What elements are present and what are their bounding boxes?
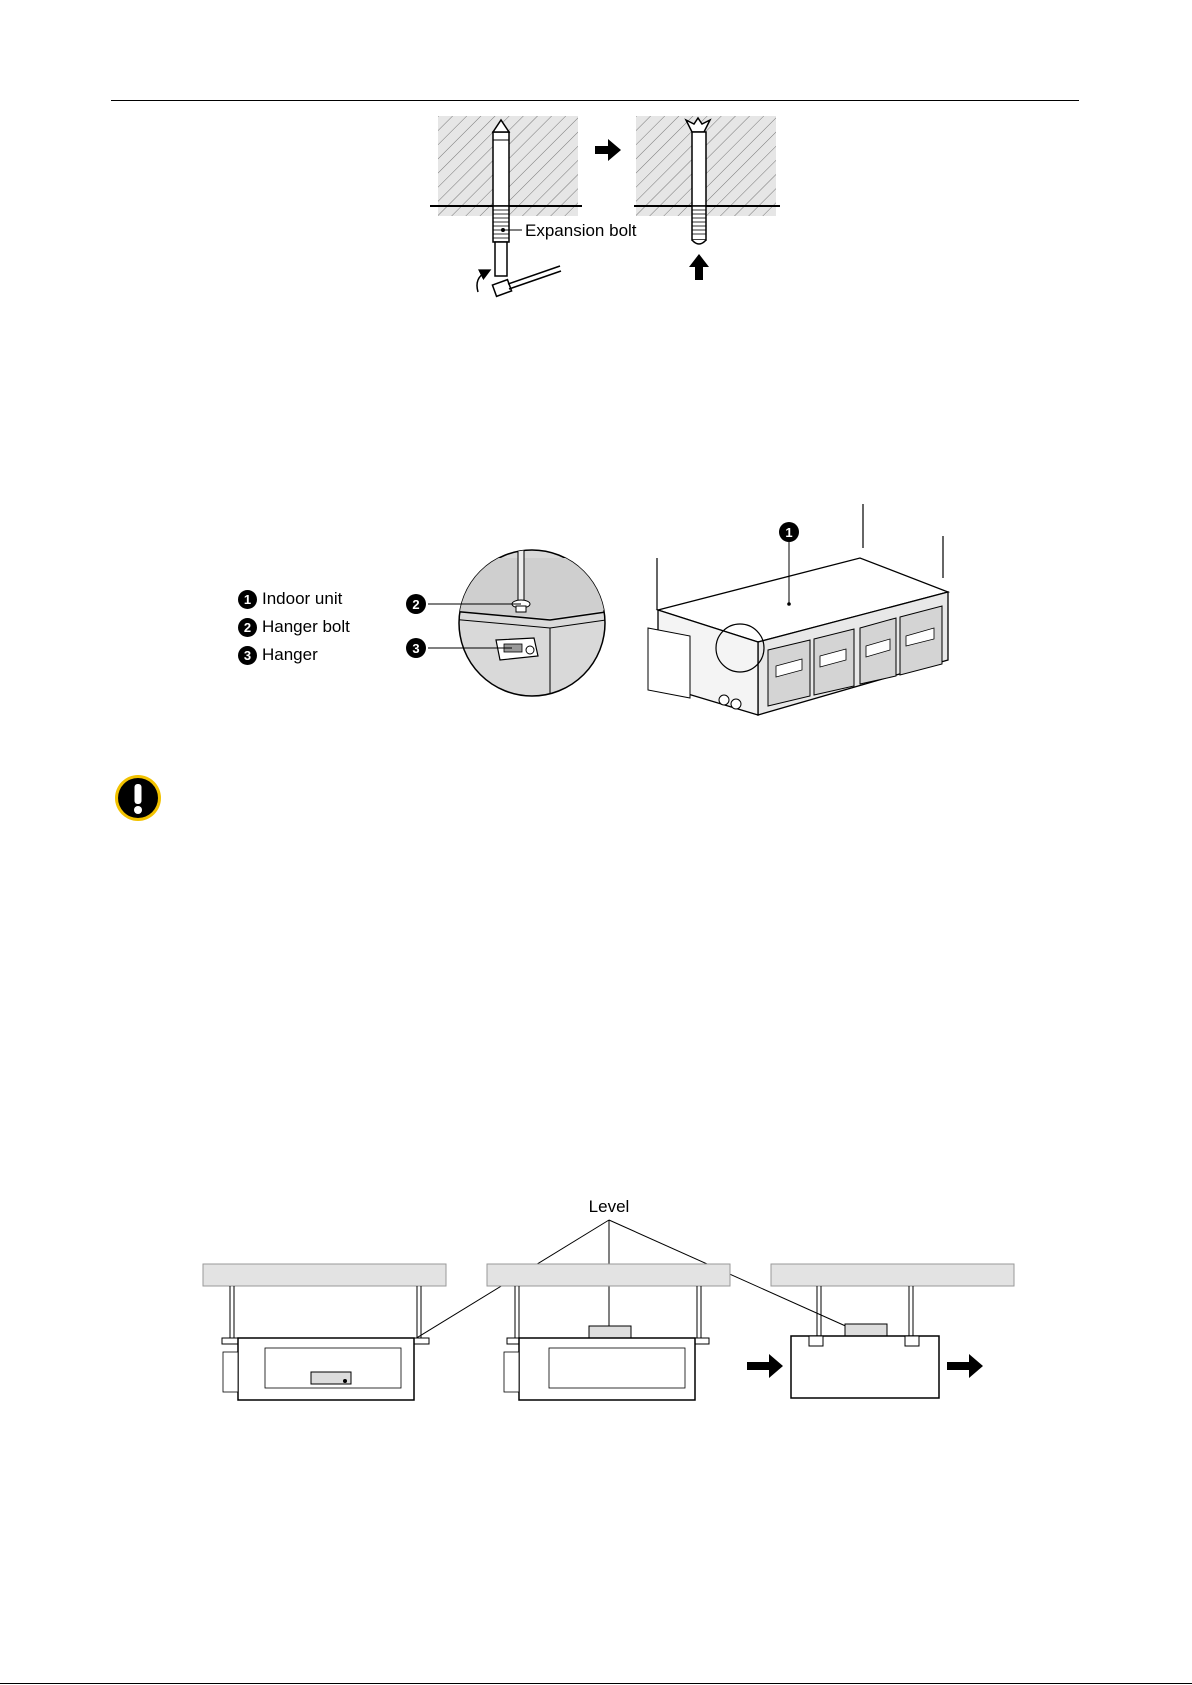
- legend-label: Hanger: [262, 645, 318, 664]
- callout-badge: 1: [238, 590, 257, 609]
- airflow-out-arrow-icon: [947, 1354, 983, 1378]
- level-label: Level: [588, 1197, 630, 1216]
- wrench-icon: [477, 266, 561, 296]
- legend-hanger: [238, 645, 318, 665]
- level-panel-1: [203, 1264, 446, 1400]
- legend-label: Hanger bolt: [262, 617, 350, 636]
- legend-indoor-unit: [238, 589, 342, 609]
- callout-3: 3: [412, 641, 420, 656]
- hanger-detail-figure: [400, 548, 610, 703]
- callout-badge: 2: [238, 618, 257, 637]
- legend-label: Indoor unit: [262, 589, 343, 608]
- level-figure: [195, 1190, 1025, 1415]
- expansion-bolt-label: Expansion bolt: [525, 221, 637, 240]
- indoor-unit-isometric-figure: [640, 500, 960, 725]
- arrow-up-icon: [689, 254, 709, 280]
- level-panel-3: [747, 1264, 1014, 1398]
- expansion-bolt-before: [493, 120, 509, 276]
- expansion-bolt-figure: [430, 110, 790, 315]
- legend-hanger-bolt: [238, 617, 350, 637]
- arrow-right-icon: [595, 139, 621, 161]
- header-rule: [111, 100, 1079, 101]
- footer-rule: [0, 1683, 1192, 1684]
- level-panel-2: [487, 1264, 730, 1400]
- callout-2: 2: [412, 597, 420, 612]
- airflow-in-arrow-icon: [747, 1354, 783, 1378]
- callout-1: 1: [785, 525, 793, 540]
- exclamation-icon: [113, 773, 163, 823]
- callout-badge: 3: [238, 646, 257, 665]
